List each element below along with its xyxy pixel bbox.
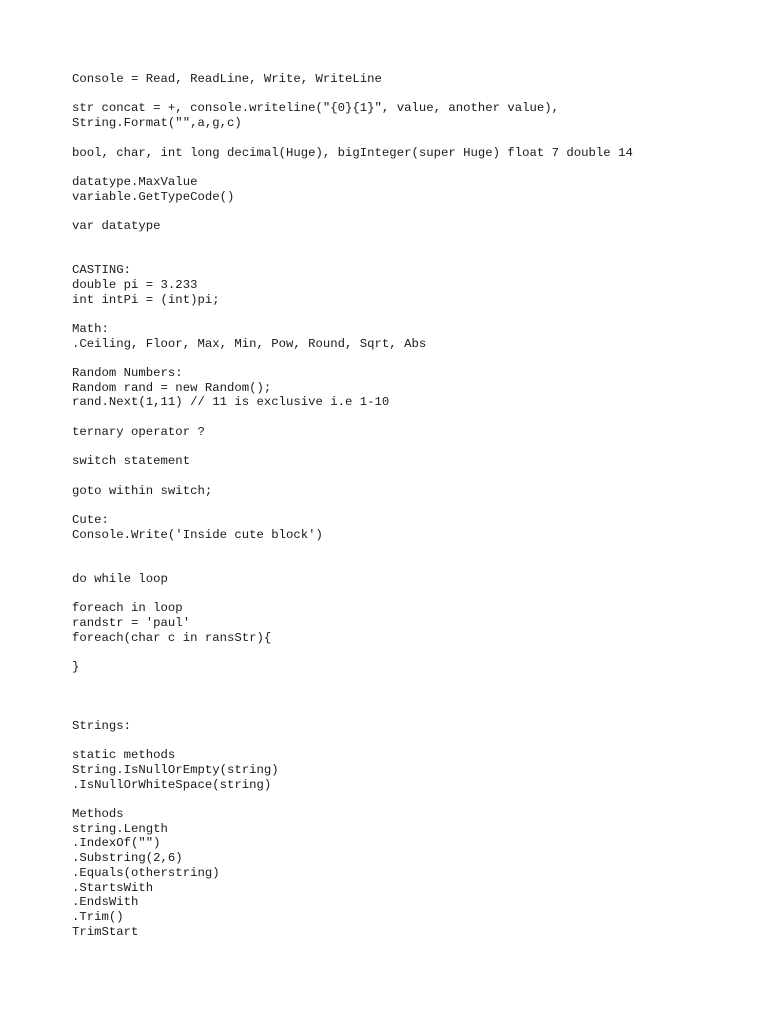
text-line: TrimStart <box>72 924 139 939</box>
text-line: ternary operator ? <box>72 424 205 439</box>
text-line: randstr = 'paul' <box>72 615 191 630</box>
text-line: Console = Read, ReadLine, Write, WriteLine <box>72 72 382 86</box>
text-line: .Ceiling, Floor, Max, Min, Pow, Round, Sqrt, Abs <box>72 336 427 351</box>
text-line: CASTING: <box>72 263 132 278</box>
text-line: static methods <box>72 748 176 763</box>
text-line: foreach(char c in ransStr){ <box>72 630 272 645</box>
text-line: Cute: <box>72 513 109 527</box>
text-line: str concat = +, console.writeline("{0}{1}", value, another value), <box>72 101 560 116</box>
text-line: } <box>72 660 80 674</box>
text-line: Math: <box>72 321 109 336</box>
text-line: Random rand = new Random(); <box>72 380 272 395</box>
text-line: Console.Write('Inside cute block') <box>72 527 323 542</box>
text-line: foreach in loop <box>72 601 183 616</box>
text-line: var datatype <box>72 219 161 233</box>
text-line: Strings: <box>72 718 132 733</box>
text-line: String.IsNullOrEmpty(string) <box>72 762 279 777</box>
text-line: string.Length <box>72 821 168 836</box>
text-line: bool, char, int long decimal(Huge), bigInteger(super Huge) float 7 double 14 <box>72 145 633 160</box>
text-line: .IsNullOrWhiteSpace(string) <box>72 777 272 792</box>
text-line: Methods <box>72 807 124 821</box>
text-line: datatype.MaxValue <box>72 174 198 189</box>
text-line: .StartsWith <box>72 880 154 895</box>
text-line: do while loop <box>72 571 168 586</box>
text-line: goto within switch; <box>72 483 213 498</box>
text-line: variable.GetTypeCode() <box>72 189 235 204</box>
text-line: rand.Next(1,11) // 11 is exclusive i.e 1-10 <box>72 395 390 410</box>
text-line: switch statement <box>72 454 191 469</box>
text-line: .Trim() <box>72 909 124 924</box>
text-line: double pi = 3.233 <box>72 277 198 292</box>
text-line: String.Format("",a,g,c) <box>72 116 242 131</box>
text-line: Random Numbers: <box>72 366 183 380</box>
text-line: .Equals(otherstring) <box>72 865 220 880</box>
text-line: .EndsWith <box>72 895 139 910</box>
text-line: int intPi = (int)pi; <box>72 292 220 307</box>
text-line: .IndexOf("") <box>72 836 161 851</box>
text-line: .Substring(2,6) <box>72 851 183 866</box>
